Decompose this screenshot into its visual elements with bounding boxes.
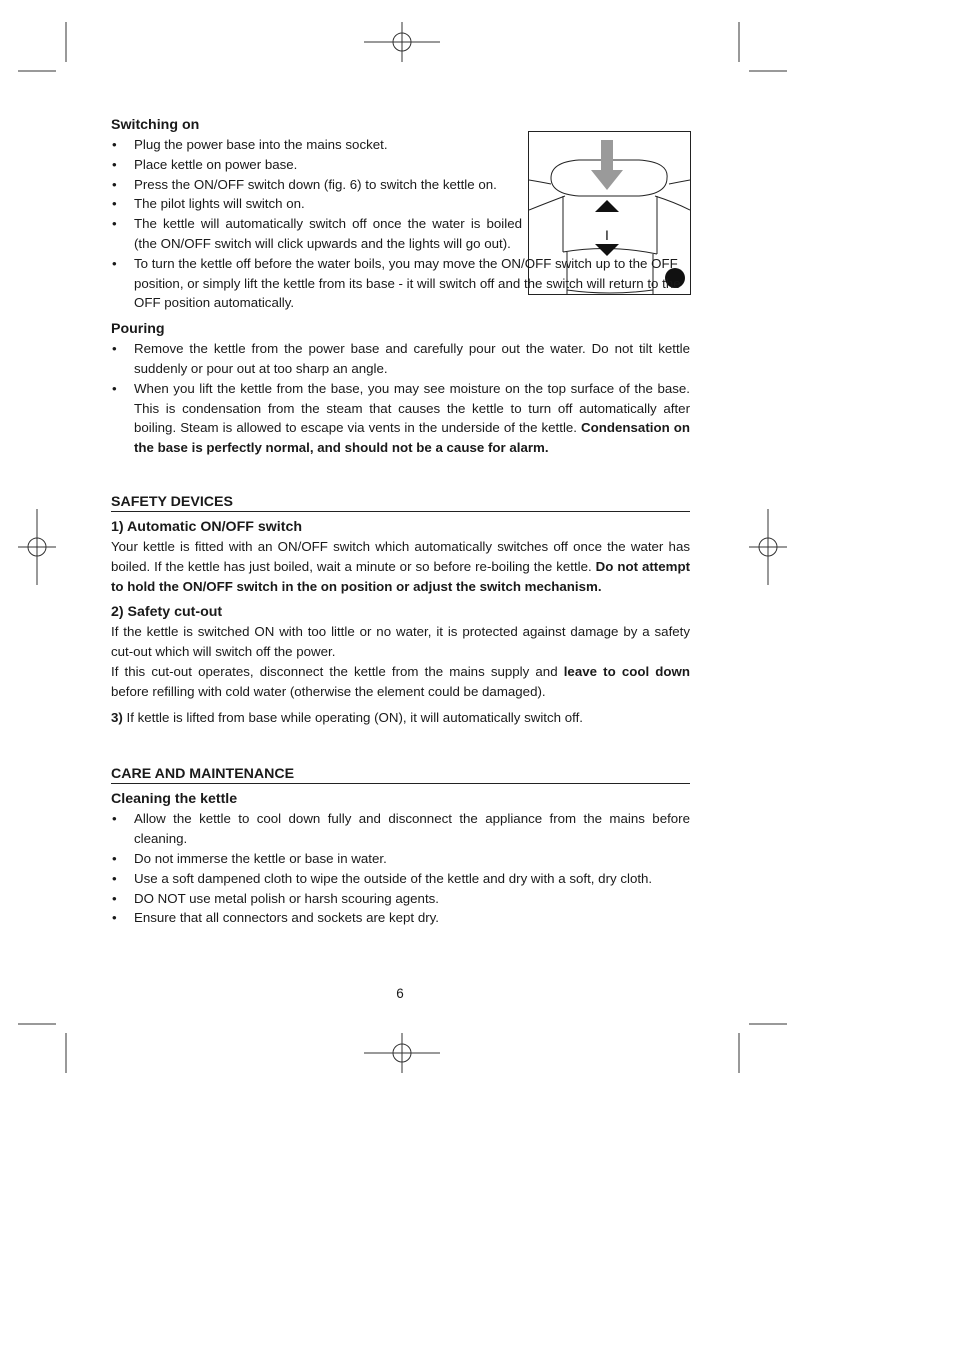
manual-page-content <box>111 115 690 928</box>
switch-on-symbol: I <box>605 227 609 243</box>
list-item: • When you lift the kettle from the base, you may see moisture on the top surface of the base. This is condensation from the steam that causes the kettle to turn off automatically after boiling. Steam is allowed to escape via vents in the underside of the kettle. Condensation on the base is perfectly normal, and should not be a cause for alarm. <box>111 379 690 458</box>
switching-on-heading: Switching on <box>111 117 200 133</box>
cleaning-heading: Cleaning the kettle <box>111 791 238 808</box>
list-item: • Do not immerse the kettle or base in water. <box>111 849 690 869</box>
list-item: • Ensure that all connectors and sockets are kept dry. <box>111 908 690 928</box>
list-item: • The pilot lights will switch on. <box>111 194 522 214</box>
safety-devices-heading: SAFETY DEVICES <box>111 493 690 512</box>
safety-cutout-text-2: If this cut-out operates, disconnect the kettle from the mains supply and leave to cool down before refilling with cold water (otherwise the element could be damaged). <box>111 663 690 699</box>
list-item: • Remove the kettle from the power base and carefully pour out the water. Do not tilt kettle suddenly or pour out at too sharp an angle. <box>111 339 690 379</box>
safety-cutout-heading: 2) Safety cut-out <box>111 604 223 621</box>
list-item: • The kettle will automatically switch off once the water is boiled (the ON/OFF switch will click upwards and the lights will go out). <box>111 214 522 254</box>
pouring-list <box>111 339 690 458</box>
switching-on-list <box>111 135 690 313</box>
list-item: • To turn the kettle off before the water boils, you may move the ON/OFF switch up to the OFF position, or simply lift the kettle from its base - it will switch off and the switch will return to the OFF position automatically. <box>111 254 690 313</box>
list-item: • DO NOT use metal polish or harsh scouring agents. <box>111 889 690 909</box>
care-maintenance-heading: CARE AND MAINTENANCE <box>111 765 690 784</box>
auto-switch-heading: 1) Automatic ON/OFF switch <box>111 518 303 535</box>
page-number: 6 <box>396 986 404 1001</box>
cleaning-list <box>111 809 690 928</box>
list-item: • Allow the kettle to cool down fully and disconnect the appliance from the mains before cleaning. <box>111 809 690 849</box>
pouring-heading: Pouring <box>111 321 165 338</box>
auto-switch-text: Your kettle is fitted with an ON/OFF switch which automatically switches off once the water has boiled. If the kettle has just boiled, wait a minute or so before re-boiling the kettle. Do not attempt to hold the ON/OFF switch in the on position or adjust the switch mechanism. <box>111 538 691 594</box>
list-item: • Place kettle on power base. <box>111 155 522 175</box>
list-item: • Use a soft dampened cloth to wipe the outside of the kettle and dry with a soft, dry cloth. <box>111 869 690 889</box>
list-item: • Press the ON/OFF switch down (fig. 6) to switch the kettle on. <box>111 175 522 195</box>
list-item: • Plug the power base into the mains socket. <box>111 135 522 155</box>
safety-cutout-text: If the kettle is switched ON with too little or no water, it is protected against damage by a safety cut-out which will switch off the power. <box>111 624 690 660</box>
lift-off-text: 3) If kettle is lifted from base while operating (ON), it will automatically switch off. <box>111 709 583 725</box>
